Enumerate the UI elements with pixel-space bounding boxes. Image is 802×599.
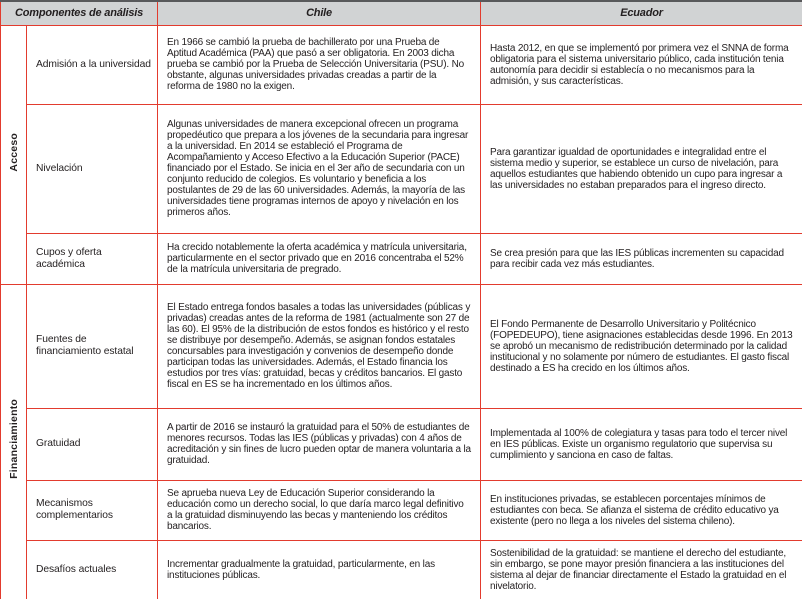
component-cell-nivelacion: Nivelación <box>27 104 158 233</box>
column-header-ecuador: Ecuador <box>481 1 802 25</box>
column-header-chile: Chile <box>158 1 481 25</box>
ecuador-cell: Sostenibilidad de la gratuidad: se mantiene el derecho del estudiante, sin embargo, se pone mayor presión financiera a las instituciones del sistema al dejar de financiar directamente el Estado la gratuidad en el nivelatorio. <box>481 540 802 599</box>
group-label-text: Acceso <box>7 132 20 172</box>
component-cell-admision: Admisión a la universidad <box>27 25 158 104</box>
chile-cell: Algunas universidades de manera excepcional ofrecen un programa propedéutico que prepara a los jóvenes de la secundaria para ingresar a la universidad. En 2014 se estableció el Programa de Acompañamiento y Acceso Efectivo a la Educación Superior (PACE) financiado por el Estado. Se inicia en el 3er año de secundaria con un conjunto reducido de colegios. Es voluntario y beneficia a los postulantes de 29 de las 60 universidades. Además, la mayoría de las universidades tiene programas internos de apoyo y nivelación en los primeros años. <box>158 104 481 233</box>
group-label-text: Financiamiento <box>7 399 20 480</box>
chile-cell: En 1966 se cambió la prueba de bachillerato por una Prueba de Aptitud Académica (PAA) que pasó a ser obligatoria. En 2003 dicha prueba se cambió por la Prueba de Selección Universitaria (PSU). No obstante, algunas universidades privadas creadas a partir de la reforma de 1980 no la exigen. <box>158 25 481 104</box>
column-header-components: Componentes de análisis <box>1 1 158 25</box>
table-row <box>1 233 802 284</box>
ecuador-cell: Hasta 2012, en que se implementó por primera vez el SNNA de forma obligatoria para el sistema universitario público, cada institución tenia autonomía para decidir si establecía o no mecanismos para la admisión, y sus características. <box>481 25 802 104</box>
component-cell-desafios: Desafíos actuales <box>27 540 158 599</box>
ecuador-cell: Se crea presión para que las IES públicas incrementen su capacidad para recibir cada vez más estudiantes. <box>481 233 802 284</box>
table-row <box>1 25 802 104</box>
table-row <box>1 408 802 480</box>
component-cell-mecanismos: Mecanismos complementarios <box>27 480 158 540</box>
ecuador-cell: En instituciones privadas, se establecen porcentajes mínimos de estudiantes con beca. Se afianza el sistema de crédito educativo ya existente (pero no llega a los niveles del sistema chileno). <box>481 480 802 540</box>
component-cell-cupos: Cupos y oferta académica <box>27 233 158 284</box>
header-row <box>1 1 802 25</box>
ecuador-cell: El Fondo Permanente de Desarrollo Universitario y Politécnico (FOPEDEUPO), tiene asignaciones establecidas desde 1996. En 2013 se aprobó un mecanismo de redistribución determinado por la calidad institucional y no solamente por número de estudiantes. El gasto fiscal destinado a ES ha crecido en los últimos años. <box>481 284 802 408</box>
group-label-financiamiento <box>1 284 27 599</box>
chile-cell: Se aprueba nueva Ley de Educación Superior considerando la educación como un derecho social, lo que daría marco legal definitivo a la gratuidad disminuyendo las becas y manteniendo los créditos bancarios. <box>158 480 481 540</box>
chile-cell: Incrementar gradualmente la gratuidad, particularmente, en las instituciones públicas. <box>158 540 481 599</box>
table-row <box>1 284 802 408</box>
group-label-acceso <box>1 25 27 284</box>
ecuador-cell: Implementada al 100% de colegiatura y tasas para todo el tercer nivel en IES públicas. Existe un organismo regulatorio que supervisa su cumplimiento y sanciona en caso de faltas. <box>481 408 802 480</box>
component-cell-gratuidad: Gratuidad <box>27 408 158 480</box>
chile-cell: El Estado entrega fondos basales a todas las universidades (públicas y privadas) creadas antes de la reforma de 1981 (actualmente son 27 de las 60). El 95% de la distribución de estos fondos es histórico y el resto se distribuye por desempeño. Además, se asignan fondos estatales concursables para investigación y convenios de desempeño donde participan todas las universidades. Además, el Estado financia los estudios por tres vías: gratuidad, becas y créditos bancarios. El gasto fiscal en ES se ha incrementado en los últimos años. <box>158 284 481 408</box>
chile-cell: Ha crecido notablemente la oferta académica y matrícula universitaria, particularmente en el sector privado que en 2016 concentraba el 52% de la matrícula universitaria de pregrado. <box>158 233 481 284</box>
component-cell-fuentes: Fuentes de financiamiento estatal <box>27 284 158 408</box>
chile-cell: A partir de 2016 se instauró la gratuidad para el 50% de estudiantes de menores recursos. Todas las IES (públicas y privadas) con 4 años de acreditación y sin fines de lucro pueden optar de manera voluntaria a la gratuidad. <box>158 408 481 480</box>
table-row <box>1 540 802 599</box>
table-row <box>1 480 802 540</box>
ecuador-cell: Para garantizar igualdad de oportunidades e integralidad entre el sistema medio y superior, se establece un curso de nivelación, para aquellos estudiantes que habiendo obtenido un cupo para ingresar a las universidades no estaban preparados para el ingreso directo. <box>481 104 802 233</box>
table-row <box>1 104 802 233</box>
